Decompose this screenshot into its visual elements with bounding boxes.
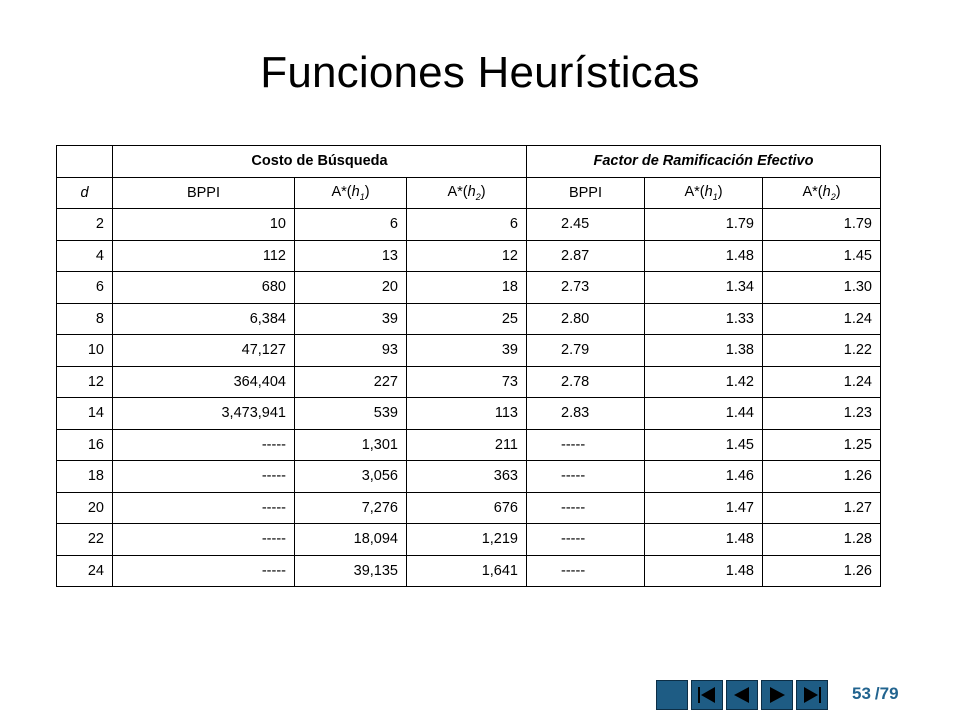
search-cost-header: Costo de Búsqueda: [113, 146, 527, 178]
page-total: /79: [874, 684, 899, 703]
h-var: h: [351, 183, 360, 200]
bppi-cost-cell: 3,473,941: [113, 398, 295, 430]
a-h1-cost-cell: 39: [295, 303, 407, 335]
a-h2-cost-cell: 113: [407, 398, 527, 430]
bppi-cost-cell: -----: [113, 429, 295, 461]
slide-title: Funciones Heurísticas: [260, 48, 700, 97]
a-h1-cost-cell: 6: [295, 209, 407, 241]
a-h1-factor-cell: 1.45: [645, 429, 763, 461]
a-h1-factor-cell: 1.79: [645, 209, 763, 241]
a-h2-factor-cell: 1.25: [763, 429, 881, 461]
a-h2-cost-cell: 25: [407, 303, 527, 335]
a-h1-factor-cell: 1.48: [645, 555, 763, 587]
a-h1-cost-cell: 13: [295, 240, 407, 272]
h-sub: 2: [475, 191, 481, 202]
previous-slide-button[interactable]: [726, 680, 758, 710]
bppi-cost-cell: -----: [113, 492, 295, 524]
a-prefix: A*(: [802, 183, 823, 200]
a-h1-factor-cell: 1.48: [645, 524, 763, 556]
page-current: 53: [852, 684, 871, 703]
bppi-cost-cell: -----: [113, 524, 295, 556]
a-h1-factor-cell: 1.38: [645, 335, 763, 367]
depth-header: d: [57, 177, 113, 209]
a-h2-cost-cell: 676: [407, 492, 527, 524]
next-slide-icon: [762, 681, 792, 709]
heuristics-table: [56, 145, 881, 587]
a-h2-factor-cell: 1.22: [763, 335, 881, 367]
depth-cell: 12: [57, 366, 113, 398]
bppi-factor-cell: 2.80: [527, 303, 645, 335]
table-row: [57, 303, 881, 335]
depth-cell: 14: [57, 398, 113, 430]
sub-header-row: [57, 177, 881, 209]
branching-factor-header: Factor de Ramificación Efectivo: [527, 146, 881, 178]
table-row: [57, 492, 881, 524]
a-h1-factor-cell: 1.34: [645, 272, 763, 304]
bppi-cost-cell: -----: [113, 555, 295, 587]
depth-cell: 6: [57, 272, 113, 304]
table-row: [57, 335, 881, 367]
a-h1-factor-cell: 1.44: [645, 398, 763, 430]
group-header-row: [57, 146, 881, 178]
a-prefix: A*(: [684, 183, 705, 200]
a-h2-factor-header: [763, 177, 881, 209]
slide-navigation: [656, 680, 828, 710]
blank-nav-button[interactable]: [656, 680, 688, 710]
a-h2-factor-cell: 1.24: [763, 303, 881, 335]
paren-close: ): [717, 183, 723, 200]
a-h2-factor-cell: 1.28: [763, 524, 881, 556]
h-sub: 2: [830, 191, 836, 202]
a-h2-cost-cell: 73: [407, 366, 527, 398]
a-h1-cost-cell: 20: [295, 272, 407, 304]
a-h1-factor-cell: 1.47: [645, 492, 763, 524]
a-h1-factor-cell: 1.46: [645, 461, 763, 493]
a-h2-cost-cell: 18: [407, 272, 527, 304]
last-slide-icon: [797, 681, 827, 709]
h-var: h: [822, 183, 831, 200]
depth-cell: 8: [57, 303, 113, 335]
bppi-factor-cell: 2.87: [527, 240, 645, 272]
a-h2-cost-cell: 39: [407, 335, 527, 367]
bppi-factor-cell: 2.73: [527, 272, 645, 304]
a-h1-factor-cell: 1.48: [645, 240, 763, 272]
a-h2-cost-cell: 1,641: [407, 555, 527, 587]
depth-cell: 24: [57, 555, 113, 587]
page-indicator: [852, 684, 899, 704]
a-h2-cost-cell: 211: [407, 429, 527, 461]
a-h2-factor-cell: 1.45: [763, 240, 881, 272]
a-h1-cost-cell: 18,094: [295, 524, 407, 556]
a-h1-factor-cell: 1.42: [645, 366, 763, 398]
table-row: [57, 524, 881, 556]
bppi-factor-cell: -----: [527, 524, 645, 556]
a-h1-cost-cell: 7,276: [295, 492, 407, 524]
bppi-cost-cell: 10: [113, 209, 295, 241]
table-row: [57, 209, 881, 241]
a-prefix: A*(: [447, 183, 468, 200]
h-sub: 1: [359, 191, 365, 202]
a-h1-cost-cell: 93: [295, 335, 407, 367]
previous-slide-icon: [727, 681, 757, 709]
a-h2-cost-cell: 6: [407, 209, 527, 241]
bppi-factor-cell: 2.78: [527, 366, 645, 398]
a-h2-cost-cell: 12: [407, 240, 527, 272]
paren-close: ): [835, 183, 841, 200]
a-h1-cost-header: [295, 177, 407, 209]
bppi-cost-cell: 6,384: [113, 303, 295, 335]
a-h1-cost-cell: 3,056: [295, 461, 407, 493]
a-h2-cost-cell: 1,219: [407, 524, 527, 556]
first-slide-icon: [692, 681, 722, 709]
table-row: [57, 429, 881, 461]
bppi-cost-header: BPPI: [113, 177, 295, 209]
empty-header-cell: [57, 146, 113, 178]
a-prefix: A*(: [331, 183, 352, 200]
depth-cell: 16: [57, 429, 113, 461]
table-row: [57, 366, 881, 398]
a-h2-factor-cell: 1.79: [763, 209, 881, 241]
paren-close: ): [480, 183, 486, 200]
a-h1-factor-header: [645, 177, 763, 209]
bppi-factor-header: BPPI: [527, 177, 645, 209]
paren-close: ): [364, 183, 370, 200]
h-var: h: [704, 183, 713, 200]
h-sub: 1: [712, 191, 718, 202]
a-h2-factor-cell: 1.23: [763, 398, 881, 430]
bppi-factor-cell: 2.45: [527, 209, 645, 241]
bppi-factor-cell: -----: [527, 555, 645, 587]
table-row: [57, 272, 881, 304]
a-h2-factor-cell: 1.27: [763, 492, 881, 524]
depth-cell: 4: [57, 240, 113, 272]
bppi-cost-cell: 364,404: [113, 366, 295, 398]
h-var: h: [467, 183, 476, 200]
table-row: [57, 461, 881, 493]
bppi-factor-cell: -----: [527, 492, 645, 524]
a-h2-factor-cell: 1.26: [763, 461, 881, 493]
table-row: [57, 555, 881, 587]
bppi-factor-cell: 2.79: [527, 335, 645, 367]
depth-cell: 2: [57, 209, 113, 241]
a-h1-cost-cell: 39,135: [295, 555, 407, 587]
bppi-cost-cell: 47,127: [113, 335, 295, 367]
next-slide-button[interactable]: [761, 680, 793, 710]
depth-cell: 20: [57, 492, 113, 524]
depth-cell: 10: [57, 335, 113, 367]
blank-icon: [657, 681, 687, 709]
bppi-factor-cell: -----: [527, 461, 645, 493]
depth-cell: 22: [57, 524, 113, 556]
a-h1-factor-cell: 1.33: [645, 303, 763, 335]
a-h2-cost-cell: 363: [407, 461, 527, 493]
bppi-factor-cell: 2.83: [527, 398, 645, 430]
bppi-cost-cell: 112: [113, 240, 295, 272]
bppi-factor-cell: -----: [527, 429, 645, 461]
a-h1-cost-cell: 227: [295, 366, 407, 398]
a-h1-cost-cell: 1,301: [295, 429, 407, 461]
bppi-cost-cell: 680: [113, 272, 295, 304]
table-row: [57, 398, 881, 430]
a-h2-factor-cell: 1.30: [763, 272, 881, 304]
a-h2-cost-header: [407, 177, 527, 209]
last-slide-button[interactable]: [796, 680, 828, 710]
table-row: [57, 240, 881, 272]
a-h1-cost-cell: 539: [295, 398, 407, 430]
depth-cell: 18: [57, 461, 113, 493]
a-h2-factor-cell: 1.24: [763, 366, 881, 398]
first-slide-button[interactable]: [691, 680, 723, 710]
a-h2-factor-cell: 1.26: [763, 555, 881, 587]
bppi-cost-cell: -----: [113, 461, 295, 493]
